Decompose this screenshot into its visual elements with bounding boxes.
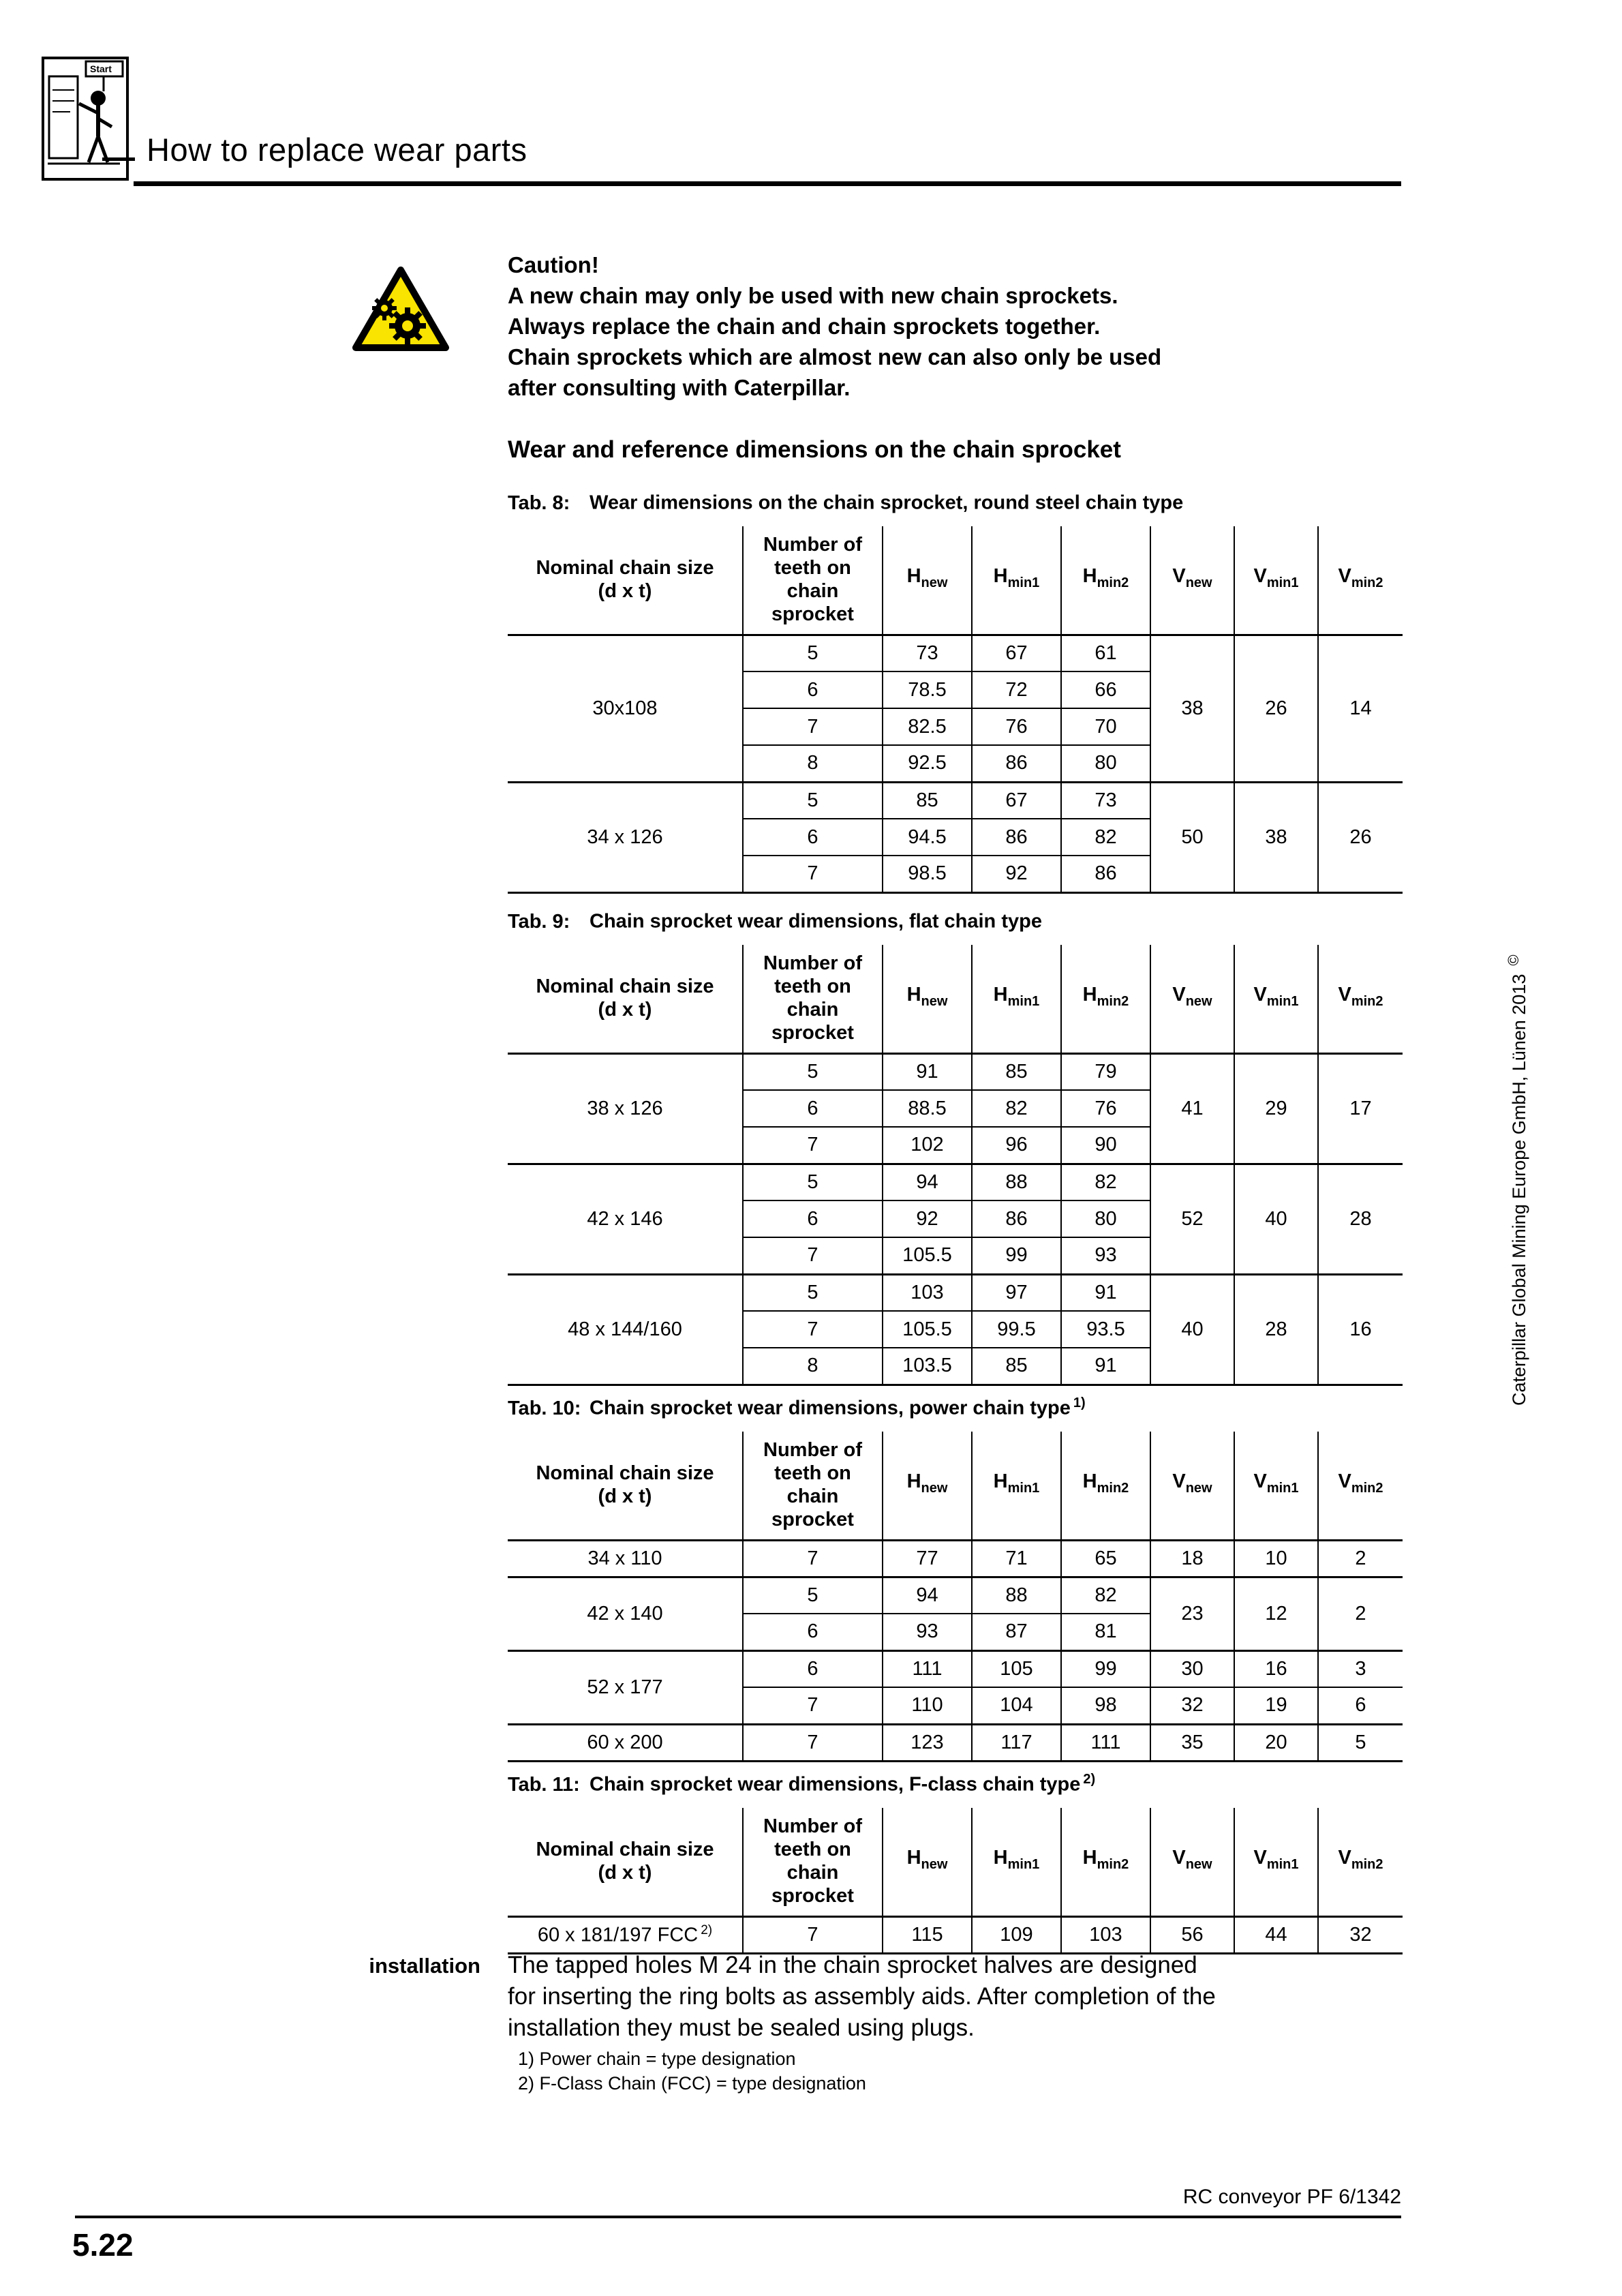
teeth-count-cell: 8 xyxy=(743,1348,883,1385)
tab11-block xyxy=(508,1767,1407,1954)
h-value-cell: 88 xyxy=(972,1577,1061,1614)
v-value-cell: 38 xyxy=(1234,782,1318,892)
chain-size-cell: 60 x 181/197 FCC $^{2)}$ xyxy=(508,1916,743,1953)
h-value-cell: 67 xyxy=(972,635,1061,671)
h-value-cell: 86 xyxy=(1061,856,1150,892)
h-value-cell: 85 xyxy=(972,1348,1061,1385)
table-row xyxy=(508,1053,1403,1090)
tab9-block xyxy=(508,904,1407,1386)
h-value-cell: 87 xyxy=(972,1614,1061,1650)
h-value-cell: 82 xyxy=(1061,1164,1150,1200)
table-row xyxy=(508,1164,1403,1200)
wear-dimensions-table xyxy=(508,1808,1403,1954)
column-header-v-new: $V_{new}$ xyxy=(1150,1808,1234,1917)
footer-rule xyxy=(75,2216,1401,2218)
v-value-cell: 20 xyxy=(1234,1724,1318,1761)
v-value-cell: 32 xyxy=(1150,1687,1234,1724)
h-value-cell: 105 xyxy=(972,1650,1061,1687)
column-header-h-new: $H_{new}$ xyxy=(883,1432,972,1541)
caution-line: Chain sprockets which are almost new can also only be used xyxy=(508,344,1162,369)
v-value-cell: 5 xyxy=(1318,1724,1403,1761)
h-value-cell: 109 xyxy=(972,1916,1061,1953)
table-row xyxy=(508,1540,1403,1577)
h-value-cell: 123 xyxy=(883,1724,972,1761)
column-header-v-min2: $V_{min2}$ xyxy=(1318,1432,1403,1541)
v-value-cell: 32 xyxy=(1318,1916,1403,1953)
h-value-cell: 80 xyxy=(1061,1200,1150,1237)
chain-size-cell: 42 x 146 xyxy=(508,1164,743,1274)
caution-line: Always replace the chain and chain sprockets together. xyxy=(508,314,1101,339)
teeth-count-cell: 6 xyxy=(743,1200,883,1237)
h-value-cell: 103 xyxy=(1061,1916,1150,1953)
h-value-cell: 115 xyxy=(883,1916,972,1953)
column-header-h-min2: $H_{min2}$ xyxy=(1061,945,1150,1054)
caution-block xyxy=(508,250,1161,403)
h-value-cell: 88 xyxy=(972,1164,1061,1200)
h-value-cell: 91 xyxy=(1061,1348,1150,1385)
caption-label: Tab. 10: xyxy=(508,1397,581,1419)
teeth-count-cell: 6 xyxy=(743,1090,883,1127)
v-value-cell: 23 xyxy=(1150,1577,1234,1650)
teeth-count-cell: 7 xyxy=(743,1916,883,1953)
v-value-cell: 29 xyxy=(1234,1053,1318,1164)
v-value-cell: 40 xyxy=(1150,1274,1234,1385)
column-header-h-min1: $H_{min1}$ xyxy=(972,526,1061,635)
h-value-cell: 82 xyxy=(1061,1577,1150,1614)
h-value-cell: 73 xyxy=(1061,782,1150,819)
teeth-count-cell: 5 xyxy=(743,635,883,671)
h-value-cell: 72 xyxy=(972,671,1061,708)
h-value-cell: 93 xyxy=(883,1614,972,1650)
teeth-count-cell: 6 xyxy=(743,1650,883,1687)
wear-dimensions-table xyxy=(508,526,1403,894)
h-value-cell: 88.5 xyxy=(883,1090,972,1127)
v-value-cell: 16 xyxy=(1318,1274,1403,1385)
teeth-count-cell: 5 xyxy=(743,1274,883,1311)
footnote-1: 1) Power chain = type designation xyxy=(518,2049,796,2069)
caution-title: Caution! xyxy=(508,252,599,277)
caption-footnote-ref: 1) xyxy=(1073,1395,1086,1410)
h-value-cell: 117 xyxy=(972,1724,1061,1761)
copyright-side-note xyxy=(1505,954,1530,1406)
v-value-cell: 28 xyxy=(1234,1274,1318,1385)
chain-size-cell: 34 x 110 xyxy=(508,1540,743,1577)
column-header-v-new: $V_{new}$ xyxy=(1150,1432,1234,1541)
v-value-cell: 50 xyxy=(1150,782,1234,892)
footnotes xyxy=(518,2046,866,2096)
h-value-cell: 92.5 xyxy=(883,745,972,782)
caption-text: Chain sprocket wear dimensions, power chain type xyxy=(590,1397,1071,1419)
column-header-h-new: $H_{new}$ xyxy=(883,945,972,1054)
teeth-count-cell: 8 xyxy=(743,745,883,782)
column-header-h-min1: $H_{min1}$ xyxy=(972,945,1061,1054)
teeth-count-cell: 7 xyxy=(743,1237,883,1274)
teeth-count-cell: 6 xyxy=(743,819,883,856)
column-header-h-min2: $H_{min2}$ xyxy=(1061,1432,1150,1541)
h-value-cell: 94 xyxy=(883,1577,972,1614)
installation-paragraph xyxy=(508,1950,1407,2044)
h-value-cell: 66 xyxy=(1061,671,1150,708)
table-row xyxy=(508,635,1403,671)
teeth-count-cell: 5 xyxy=(743,1164,883,1200)
column-header-nominal-chain-size: Nominal chain size (d x t) xyxy=(508,1808,743,1917)
h-value-cell: 98 xyxy=(1061,1687,1150,1724)
header-rule xyxy=(134,181,1401,186)
column-header-h-min2: $H_{min2}$ xyxy=(1061,1808,1150,1917)
v-value-cell: 38 xyxy=(1150,635,1234,782)
table-caption xyxy=(508,904,1407,934)
h-value-cell: 99.5 xyxy=(972,1311,1061,1348)
tab8-table-container xyxy=(508,526,1407,894)
v-value-cell: 6 xyxy=(1318,1687,1403,1724)
column-header-teeth-count: Number of teeth on chain sprocket xyxy=(743,526,883,635)
v-value-cell: 19 xyxy=(1234,1687,1318,1724)
table-row xyxy=(508,1916,1403,1953)
h-value-cell: 86 xyxy=(972,819,1061,856)
column-header-h-new: $H_{new}$ xyxy=(883,1808,972,1917)
v-value-cell: 3 xyxy=(1318,1650,1403,1687)
column-header-nominal-chain-size: Nominal chain size (d x t) xyxy=(508,526,743,635)
chain-size-cell: 38 x 126 xyxy=(508,1053,743,1164)
tab8-block xyxy=(508,485,1407,894)
column-header-v-new: $V_{new}$ xyxy=(1150,526,1234,635)
column-header-h-min1: $H_{min1}$ xyxy=(972,1432,1061,1541)
h-value-cell: 105.5 xyxy=(883,1311,972,1348)
table-caption xyxy=(508,485,1407,515)
h-value-cell: 96 xyxy=(972,1127,1061,1164)
h-value-cell: 94 xyxy=(883,1164,972,1200)
chapter-icon xyxy=(41,56,129,185)
h-value-cell: 99 xyxy=(972,1237,1061,1274)
h-value-cell: 73 xyxy=(883,635,972,671)
wear-dimensions-table xyxy=(508,1432,1403,1762)
table-row xyxy=(508,1577,1403,1614)
v-value-cell: 52 xyxy=(1150,1164,1234,1274)
table-row xyxy=(508,1274,1403,1311)
h-value-cell: 105.5 xyxy=(883,1237,972,1274)
teeth-count-cell: 7 xyxy=(743,1311,883,1348)
teeth-count-cell: 7 xyxy=(743,1724,883,1761)
installation-line: installation they must be sealed using plugs. xyxy=(508,2014,975,2041)
column-header-v-min2: $V_{min2}$ xyxy=(1318,526,1403,635)
v-value-cell: 16 xyxy=(1234,1650,1318,1687)
caption-label: Tab. 11: xyxy=(508,1773,580,1796)
h-value-cell: 85 xyxy=(972,1053,1061,1090)
teeth-count-cell: 5 xyxy=(743,1577,883,1614)
column-header-v-min1: $V_{min1}$ xyxy=(1234,1432,1318,1541)
column-header-nominal-chain-size: Nominal chain size (d x t) xyxy=(508,1432,743,1541)
h-value-cell: 93 xyxy=(1061,1237,1150,1274)
h-value-cell: 91 xyxy=(883,1053,972,1090)
h-value-cell: 92 xyxy=(972,856,1061,892)
copyright-text: Caterpillar Global Mining Europe GmbH, Lünen 2013 xyxy=(1509,973,1529,1406)
tab10-block xyxy=(508,1391,1407,1762)
teeth-count-cell: 7 xyxy=(743,1540,883,1577)
h-value-cell: 111 xyxy=(1061,1724,1150,1761)
h-value-cell: 81 xyxy=(1061,1614,1150,1650)
installation-margin-label: installation xyxy=(369,1954,480,1978)
column-header-h-min2: $H_{min2}$ xyxy=(1061,526,1150,635)
h-value-cell: 102 xyxy=(883,1127,972,1164)
teeth-count-cell: 5 xyxy=(743,782,883,819)
column-header-teeth-count: Number of teeth on chain sprocket xyxy=(743,1432,883,1541)
worker-at-board-icon xyxy=(41,56,129,181)
page-number: 5.22 xyxy=(72,2227,134,2263)
h-value-cell: 97 xyxy=(972,1274,1061,1311)
wear-dimensions-table xyxy=(508,945,1403,1386)
h-value-cell: 82.5 xyxy=(883,708,972,745)
chain-size-cell: 34 x 126 xyxy=(508,782,743,892)
v-value-cell: 2 xyxy=(1318,1577,1403,1650)
h-value-cell: 82 xyxy=(972,1090,1061,1127)
h-value-cell: 65 xyxy=(1061,1540,1150,1577)
table-caption xyxy=(508,1767,1407,1797)
column-header-v-min2: $V_{min2}$ xyxy=(1318,945,1403,1054)
h-value-cell: 78.5 xyxy=(883,671,972,708)
h-value-cell: 85 xyxy=(883,782,972,819)
column-header-teeth-count: Number of teeth on chain sprocket xyxy=(743,945,883,1054)
h-value-cell: 91 xyxy=(1061,1274,1150,1311)
v-value-cell: 44 xyxy=(1234,1916,1318,1953)
h-value-cell: 98.5 xyxy=(883,856,972,892)
h-value-cell: 103 xyxy=(883,1274,972,1311)
h-value-cell: 61 xyxy=(1061,635,1150,671)
v-value-cell: 26 xyxy=(1234,635,1318,782)
icon-start-label: Start xyxy=(90,63,112,74)
h-value-cell: 80 xyxy=(1061,745,1150,782)
table-row xyxy=(508,782,1403,819)
v-value-cell: 2 xyxy=(1318,1540,1403,1577)
section-heading: Wear and reference dimensions on the chain sprocket xyxy=(508,436,1121,463)
column-header-v-min2: $V_{min2}$ xyxy=(1318,1808,1403,1917)
caption-text: Wear dimensions on the chain sprocket, round steel chain type xyxy=(590,492,1184,514)
tab9-table-container xyxy=(508,945,1407,1386)
caption-label: Tab. 9: xyxy=(508,910,570,933)
h-value-cell: 77 xyxy=(883,1540,972,1577)
h-value-cell: 99 xyxy=(1061,1650,1150,1687)
header-dash xyxy=(102,157,135,161)
caption-label: Tab. 8: xyxy=(508,492,570,514)
v-value-cell: 41 xyxy=(1150,1053,1234,1164)
h-value-cell: 86 xyxy=(972,745,1061,782)
v-value-cell: 12 xyxy=(1234,1577,1318,1650)
teeth-count-cell: 6 xyxy=(743,1614,883,1650)
v-value-cell: 10 xyxy=(1234,1540,1318,1577)
h-value-cell: 104 xyxy=(972,1687,1061,1724)
column-header-teeth-count: Number of teeth on chain sprocket xyxy=(743,1808,883,1917)
teeth-count-cell: 7 xyxy=(743,708,883,745)
v-value-cell: 18 xyxy=(1150,1540,1234,1577)
v-value-cell: 30 xyxy=(1150,1650,1234,1687)
column-header-v-new: $V_{new}$ xyxy=(1150,945,1234,1054)
h-value-cell: 79 xyxy=(1061,1053,1150,1090)
chain-size-cell: 42 x 140 xyxy=(508,1577,743,1650)
caution-line: after consulting with Caterpillar. xyxy=(508,375,851,400)
column-header-nominal-chain-size: Nominal chain size (d x t) xyxy=(508,945,743,1054)
table-caption xyxy=(508,1391,1407,1421)
h-value-cell: 67 xyxy=(972,782,1061,819)
tab10-table-container xyxy=(508,1432,1407,1762)
teeth-count-cell: 7 xyxy=(743,1127,883,1164)
chain-size-cell: 52 x 177 xyxy=(508,1650,743,1724)
v-value-cell: 35 xyxy=(1150,1724,1234,1761)
column-header-h-new: $H_{new}$ xyxy=(883,526,972,635)
column-header-v-min1: $V_{min1}$ xyxy=(1234,945,1318,1054)
caution-line: A new chain may only be used with new chain sprockets. xyxy=(508,283,1118,308)
chain-size-cell: 60 x 200 xyxy=(508,1724,743,1761)
v-value-cell: 56 xyxy=(1150,1916,1234,1953)
chain-size-cell: 30x108 xyxy=(508,635,743,782)
table-row xyxy=(508,1724,1403,1761)
installation-line: The tapped holes M 24 in the chain sprocket halves are designed xyxy=(508,1952,1197,1978)
teeth-count-cell: 7 xyxy=(743,1687,883,1724)
h-value-cell: 86 xyxy=(972,1200,1061,1237)
h-value-cell: 103.5 xyxy=(883,1348,972,1385)
v-value-cell: 14 xyxy=(1318,635,1403,782)
page-title: How to replace wear parts xyxy=(147,132,527,168)
v-value-cell: 40 xyxy=(1234,1164,1318,1274)
table-row xyxy=(508,1650,1403,1687)
teeth-count-cell: 5 xyxy=(743,1053,883,1090)
h-value-cell: 94.5 xyxy=(883,819,972,856)
h-value-cell: 93.5 xyxy=(1061,1311,1150,1348)
h-value-cell: 110 xyxy=(883,1687,972,1724)
v-value-cell: 26 xyxy=(1318,782,1403,892)
teeth-count-cell: 6 xyxy=(743,671,883,708)
h-value-cell: 76 xyxy=(972,708,1061,745)
teeth-count-cell: 7 xyxy=(743,856,883,892)
v-value-cell: 17 xyxy=(1318,1053,1403,1164)
h-value-cell: 71 xyxy=(972,1540,1061,1577)
caption-text: Chain sprocket wear dimensions, flat chain type xyxy=(590,910,1042,933)
copyright-symbol: © xyxy=(1505,954,1522,966)
column-header-v-min1: $V_{min1}$ xyxy=(1234,526,1318,635)
h-value-cell: 90 xyxy=(1061,1127,1150,1164)
warning-triangle-icon xyxy=(349,263,453,358)
h-value-cell: 76 xyxy=(1061,1090,1150,1127)
chain-size-cell: 48 x 144/160 xyxy=(508,1274,743,1385)
footer-document-id: RC conveyor PF 6/1342 xyxy=(1182,2186,1401,2208)
caption-text: Chain sprocket wear dimensions, F-class chain type xyxy=(590,1773,1081,1796)
column-header-h-min1: $H_{min1}$ xyxy=(972,1808,1061,1917)
footnote-2: 2) F-Class Chain (FCC) = type designation xyxy=(518,2073,866,2094)
h-value-cell: 82 xyxy=(1061,819,1150,856)
h-value-cell: 92 xyxy=(883,1200,972,1237)
h-value-cell: 111 xyxy=(883,1650,972,1687)
installation-line: for inserting the ring bolts as assembly aids. After completion of the xyxy=(508,1983,1216,2010)
v-value-cell: 28 xyxy=(1318,1164,1403,1274)
caption-footnote-ref: 2) xyxy=(1083,1772,1096,1787)
tab11-table-container xyxy=(508,1808,1407,1954)
column-header-v-min1: $V_{min1}$ xyxy=(1234,1808,1318,1917)
h-value-cell: 70 xyxy=(1061,708,1150,745)
